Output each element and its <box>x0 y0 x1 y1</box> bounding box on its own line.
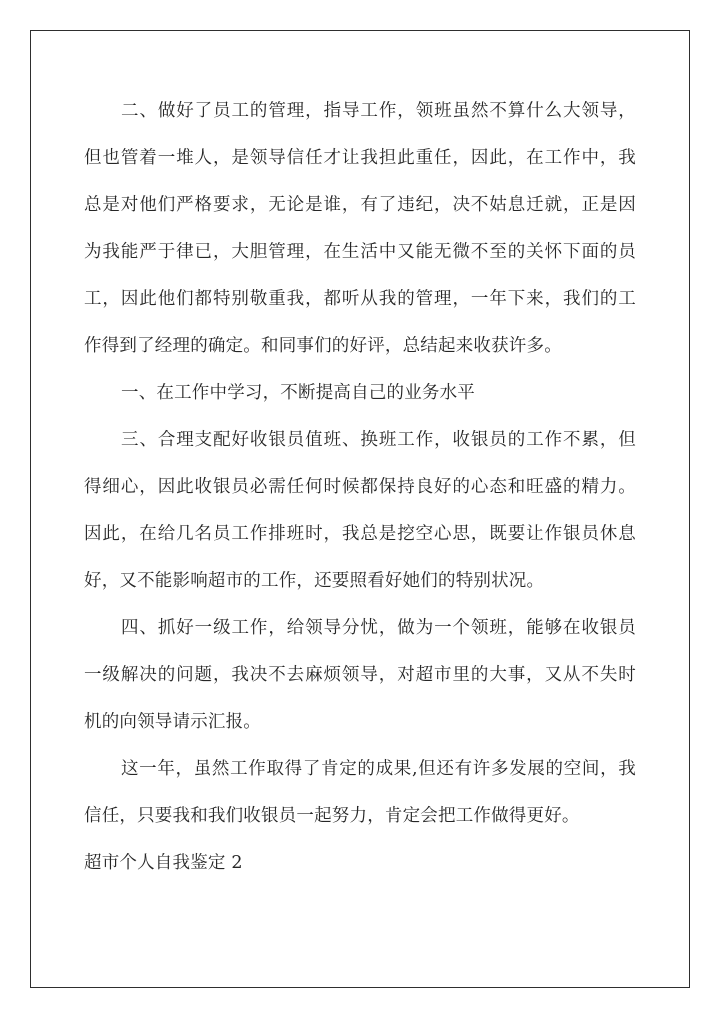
text-line: 作得到了经理的确定。和同事们的好评，总结起来收获许多。 <box>84 336 562 356</box>
text-line: 总是对他们严格要求，无论是谁，有了违纪，决不姑息迁就，正是因 <box>84 195 636 215</box>
text-line: 但也管着一堆人，是领导信任才让我担此重任，因此，在工作中，我 <box>84 148 636 168</box>
text-line: 因此，在给几名员工作排班时，我总是挖空心思，既要让作银员休息 <box>84 524 636 544</box>
text-line: 信任，只要我和我们收银员一起努力，肯定会把工作做得更好。 <box>84 806 580 826</box>
document-page <box>30 30 690 988</box>
text-line: 超市个人自我鉴定 2 <box>84 853 243 873</box>
text-line: 工，因此他们都特别敬重我，都听从我的管理，一年下来，我们的工 <box>84 289 636 309</box>
text-line: 好，又不能影响超市的工作，还要照看好她们的特别状况。 <box>84 571 545 591</box>
text-line: 为我能严于律已，大胆管理，在生活中又能无微不至的关怀下面的员 <box>84 242 636 262</box>
text-line: 一级解决的问题，我决不去麻烦领导，对超市里的大事，又从不失时 <box>84 665 636 685</box>
document-body <box>84 88 636 887</box>
text-line: 四、抓好一级工作，给领导分忧，做为一个领班，能够在收银员 <box>121 618 636 638</box>
text-line: 这一年，虽然工作取得了肯定的成果,但还有许多发展的空间，我 <box>121 759 636 779</box>
text-line: 二、做好了员工的管理，指导工作，领班虽然不算什么大领导， <box>121 101 636 121</box>
text-line: 一、在工作中学习，不断提高自己的业务水平 <box>121 383 475 403</box>
text-line: 三、合理支配好收银员值班、换班工作，收银员的工作不累，但 <box>121 430 636 450</box>
text-line: 得细心，因此收银员必需任何时候都保持良好的心态和旺盛的精力。 <box>84 477 636 497</box>
text-line: 机的向领导请示汇报。 <box>84 712 261 732</box>
